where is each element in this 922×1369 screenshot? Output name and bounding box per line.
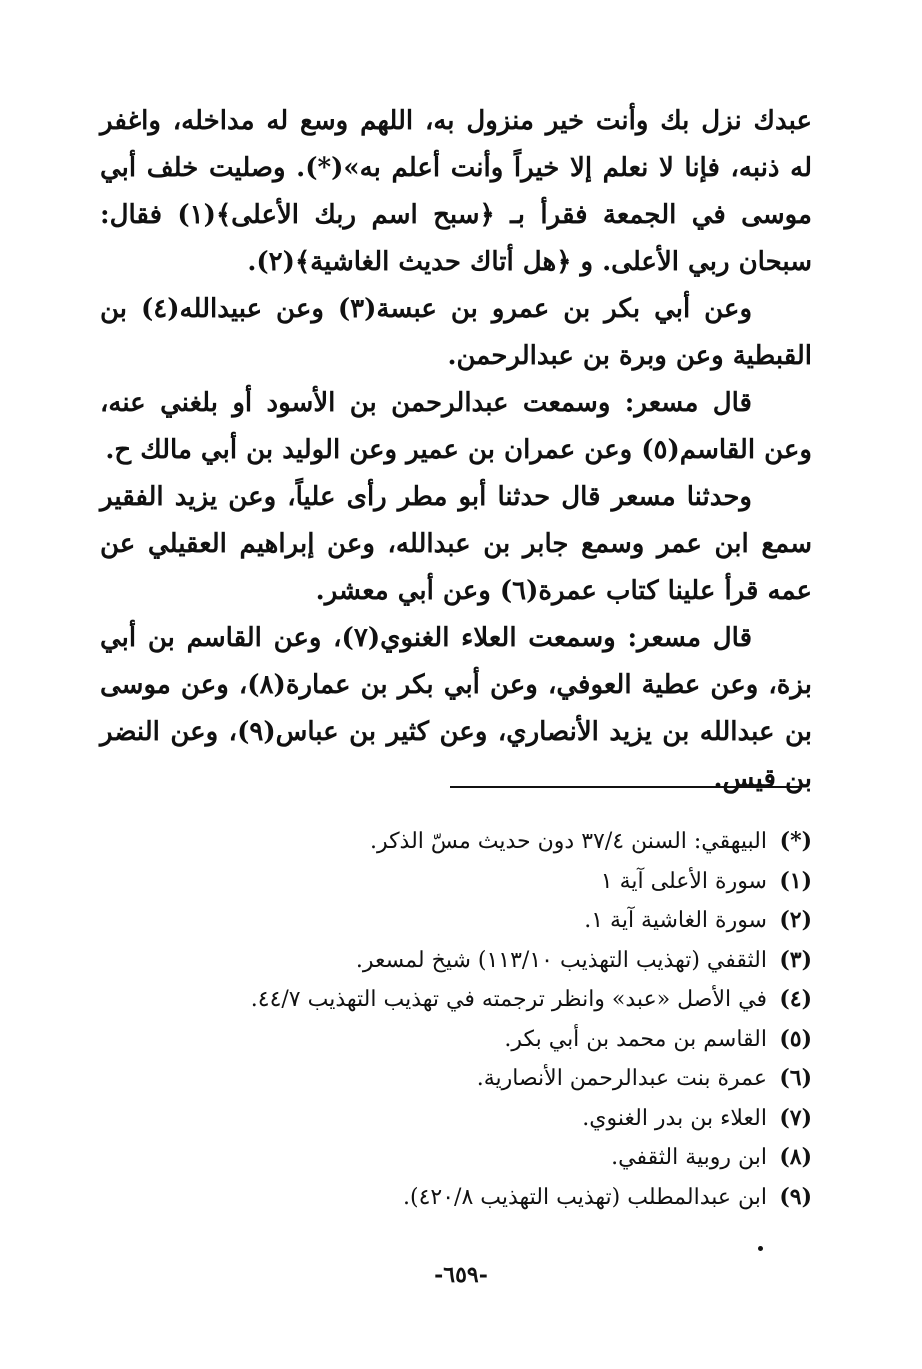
- footnote-text: ابن عبدالمطلب (تهذيب التهذيب ٤٢٠/٨).: [403, 1184, 767, 1210]
- paragraph-3: قال مسعر: وسمعت عبدالرحمن بن الأسود أو بلغني عنه، وعن القاسم(٥) وعن عمران بن عمير وعن الوليد بن أبي مالك ح.: [100, 388, 812, 465]
- footnote-text: الثقفي (تهذيب التهذيب ١١٣/١٠) شيخ لمسعر.: [355, 947, 767, 973]
- footnote-marker: (٤): [779, 986, 812, 1012]
- footnote-marker: (٩): [779, 1183, 812, 1210]
- footnote-marker: (٣): [779, 946, 812, 973]
- paragraph-1: عبدك نزل بك وأنت خير منزول به، اللهم وسع له مداخله، واغفر له ذنبه، فإنا لا نعلم إلا خيراً وأنت أعلم به»(*). وصليت خلف أبي موسى في الجمعة فقرأ بـ ﴿سبح اسم ربك الأعلى﴾(١) فقال: سبحان ربي الأعلى. و ﴿هل أتاك حديث الغاشية﴾(٢).: [100, 106, 812, 277]
- footnote: [200, 1099, 812, 1139]
- footnote: [200, 1059, 812, 1099]
- main-text: [100, 98, 812, 803]
- footnote: [200, 822, 812, 862]
- paragraph-2: وعن أبي بكر بن عمرو بن عبسة(٣) وعن عبيدالله(٤) بن القبطية وعن وبرة بن عبدالرحمن.: [100, 294, 812, 371]
- footnote-marker: (*): [779, 828, 812, 854]
- footnote-marker: (٢): [779, 907, 812, 933]
- footnote-text: سورة الغاشية آية ١.: [584, 908, 767, 933]
- footnote-text: سورة الأعلى آية ١: [600, 868, 767, 894]
- footnote-marker: (٨): [779, 1144, 812, 1170]
- footnote: [200, 1178, 812, 1218]
- footnote: [200, 901, 812, 941]
- footnote: [200, 1020, 812, 1060]
- footnote-marker: (٧): [779, 1104, 812, 1131]
- footnote: [200, 980, 812, 1020]
- footnote-text: العلاء بن بدر الغنوي.: [582, 1105, 767, 1131]
- paragraph-4: وحدثنا مسعر قال حدثنا أبو مطر رأى علياً، وعن يزيد الفقير سمع ابن عمر وسمع جابر بن عبدالله، وعن إبراهيم العقيلي عن عمه قرأ علينا كتاب عمرة(٦) وعن أبي معشر.: [100, 482, 812, 606]
- footnote-text: ابن روبية الثقفي.: [611, 1145, 767, 1170]
- footnote-marker: (١): [779, 867, 812, 894]
- footnote: [200, 941, 812, 981]
- footnote-text: في الأصل «عبد» وانظر ترجمته في تهذيب التهذيب ٤٤/٧.: [250, 987, 767, 1012]
- footnote: [200, 1138, 812, 1178]
- footnote-separator: [450, 786, 800, 788]
- paragraph-5: قال مسعر: وسمعت العلاء الغنوي(٧)، وعن القاسم بن أبي بزة، وعن عطية العوفي، وعن أبي بكر بن عمارة(٨)، وعن موسى بن عبدالله بن يزيد الأنصاري، وعن كثير بن عباس(٩)، وعن النضر بن قيس.: [100, 623, 812, 794]
- footnote-text: عمرة بنت عبدالرحمن الأنصارية.: [476, 1066, 767, 1091]
- footnote-marker: (٥): [779, 1025, 812, 1052]
- footnotes-list: [200, 822, 812, 1217]
- footnote-text: البيهقي: السنن ٣٧/٤ دون حديث مسّ الذكر.: [369, 829, 767, 854]
- footnote: [200, 862, 812, 902]
- footnote-text: القاسم بن محمد بن أبي بكر.: [504, 1026, 767, 1052]
- page-number: -٦٥٩-: [434, 1262, 488, 1288]
- footnote-marker: (٦): [779, 1065, 812, 1091]
- ink-dot: [758, 1246, 763, 1251]
